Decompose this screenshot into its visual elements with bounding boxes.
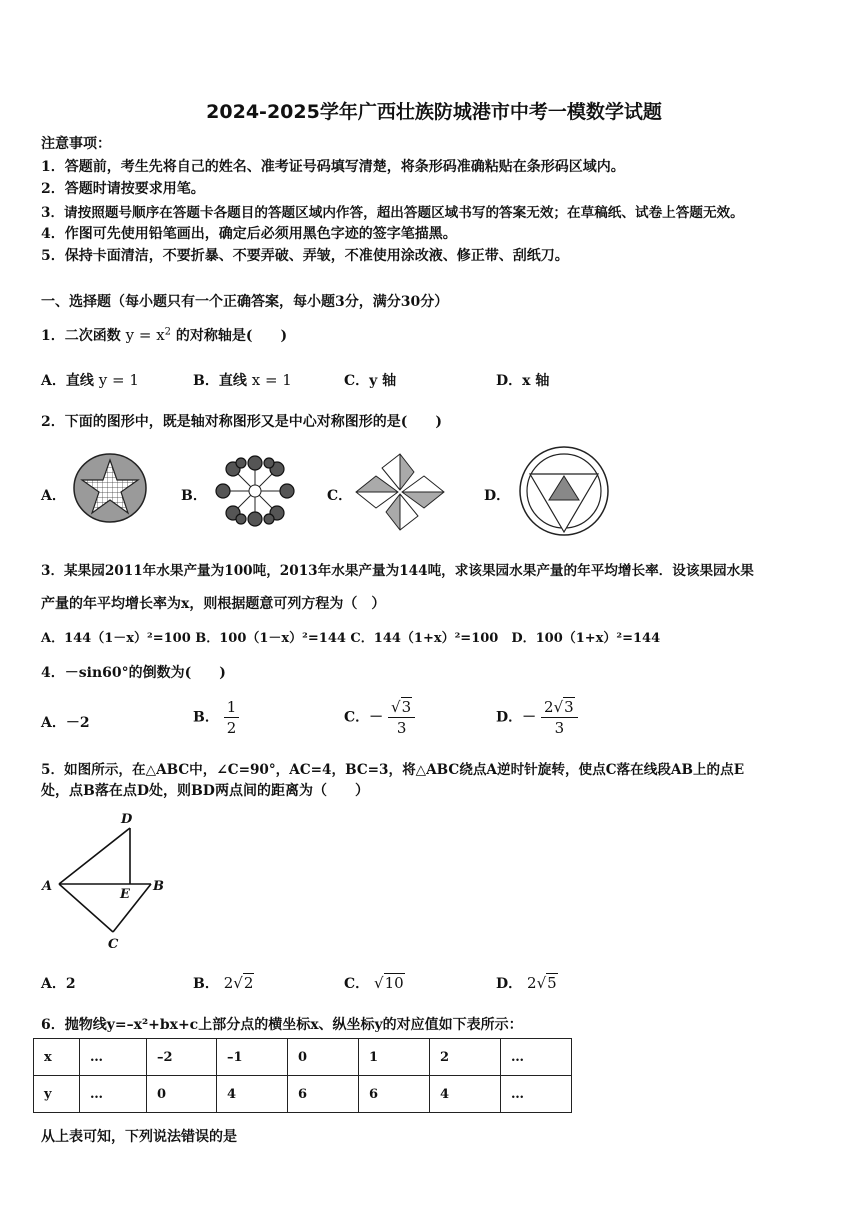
table-cell: 4	[430, 1076, 501, 1113]
radicand: 3	[401, 698, 412, 716]
q1-stem-pre: 1．二次函数	[41, 328, 121, 344]
table-cell: –1	[217, 1039, 288, 1076]
q1-stem-post: 的对称轴是( )	[175, 328, 288, 344]
fraction-denominator: 3	[554, 719, 565, 737]
notice-item: 1．答题前，考生先将自己的姓名、准考证号码填写清楚，将条形码准确粘贴在条形码区域内。	[41, 159, 625, 175]
table-cell: 4	[217, 1076, 288, 1113]
question-5-line1: 5．如图所示，在△ABC中，∠C=90°，AC=4，BC=3，将△ABC绕点A逆时针旋转，使点C落在线段AB上的点E	[41, 762, 745, 778]
q5-option-b-label: B．	[193, 976, 219, 992]
q1-option-d: D．x 轴	[496, 373, 550, 389]
q4-option-b-label: B．	[193, 709, 219, 726]
q2-label-d: D．	[484, 488, 511, 504]
radicand: 2	[243, 974, 254, 992]
table-cell: 0	[147, 1076, 217, 1113]
table-cell: …	[501, 1076, 572, 1113]
point-label: B	[153, 879, 164, 894]
q4-option-b-fraction	[224, 697, 240, 738]
q4-option-c-fraction	[388, 697, 415, 738]
q2-label-c: C．	[327, 488, 353, 504]
table-cell: 1	[359, 1039, 430, 1076]
radicand: 3	[564, 698, 574, 716]
question-1-stem	[41, 325, 287, 345]
radicand: 10	[384, 974, 404, 992]
section-heading: 一、选择题（每小题只有一个正确答案，每小题3分，满分30分）	[41, 294, 449, 310]
value-table	[33, 1038, 572, 1113]
q1-option-c: C．y 轴	[344, 373, 397, 389]
q4-option-c-label: C．－	[344, 709, 384, 726]
notice-item: 2．答题时请按要求用笔。	[41, 181, 205, 197]
q5-option-a: A．2	[41, 976, 76, 992]
notice-item: 5．保持卡面清洁，不要折暴、不要弄破、弄皱，不准使用涂改液、修正带、刮纸刀。	[41, 248, 569, 264]
fraction-numerator: 2√3	[541, 697, 578, 718]
table-cell: …	[80, 1039, 147, 1076]
question-3-line2: 产量的年平均增长率为x，则根据题意可列方程为（ ）	[41, 596, 386, 612]
q4-option-a: A．－2	[41, 715, 90, 731]
point-label: A	[42, 879, 53, 894]
q4-option-c	[344, 697, 415, 738]
point-label: E	[120, 887, 130, 902]
fraction-numerator: 1	[224, 697, 240, 718]
page-title: 2024-2025学年广西壮族防城港市中考一模数学试题	[206, 101, 662, 123]
point-label: D	[121, 812, 133, 827]
flower-circles-figure	[213, 455, 297, 527]
table-cell: 0	[288, 1039, 359, 1076]
table-cell: 6	[288, 1076, 359, 1113]
triangle-circle-figure	[517, 446, 611, 536]
triangle-rotation-figure	[36, 806, 176, 956]
q1-option-b-label: B．直线	[193, 373, 247, 389]
fraction-numerator: √3	[388, 697, 415, 718]
q5-option-d: D． 2√5	[496, 974, 557, 992]
question-6-followup: 从上表可知，下列说法错误的是	[41, 1129, 237, 1145]
q4-option-d	[496, 697, 578, 738]
table-cell: –2	[147, 1039, 217, 1076]
fraction-denominator: 2	[226, 719, 237, 737]
star-circle-figure	[72, 452, 150, 524]
notice-item: 3．请按照题号顺序在答题卡各题目的答题区域内作答，超出答题区域书写的答案无效；在草稿纸、试卷上答题无效。	[41, 205, 744, 221]
q4-option-b	[193, 697, 239, 738]
table-row	[34, 1076, 572, 1113]
q2-label-b: B．	[181, 488, 207, 504]
q1-exponent: 2	[164, 326, 172, 338]
notice-item: 4．作图可先使用铅笔画出，确定后必须用黑色字迹的签字笔描黑。	[41, 226, 457, 242]
q1-option-a-label: A．直线	[41, 373, 94, 389]
question-3-line1: 3．某果园2011年水果产量为100吨，2013年水果产量为144吨，求该果园水果产量的年平均增长率．设该果园水果	[41, 563, 754, 579]
table-cell: 6	[359, 1076, 430, 1113]
q1-option-b-formula: x = 1	[251, 371, 292, 389]
fraction-denominator: 3	[396, 719, 407, 737]
table-cell: …	[501, 1039, 572, 1076]
table-cell: …	[80, 1076, 147, 1113]
question-4-stem: 4．－sin60°的倒数为( )	[41, 665, 226, 681]
point-label: C	[108, 937, 119, 952]
question-5-line2: 处，点B落在点D处，则BD两点间的距离为（ ）	[41, 783, 369, 799]
q4-option-d-label: D．－	[496, 709, 537, 726]
q3-options: A．144（1－x）²=100 B．100（1－x）²=144 C．144（1+x）²=100 D．100（1+x）²=144	[41, 631, 661, 646]
table-cell: 2	[430, 1039, 501, 1076]
question-6-stem: 6．抛物线y=–x²+bx+c上部分点的横坐标x、纵坐标y的对应值如下表所示：	[41, 1017, 523, 1033]
q5-option-b: B． 2√2	[193, 974, 254, 992]
q1-formula: y = x	[125, 326, 165, 344]
radicand: 5	[547, 974, 557, 992]
coefficient: 2	[527, 974, 537, 992]
question-2-stem: 2．下面的图形中，既是轴对称图形又是中心对称图形的是( )	[41, 414, 442, 430]
q1-option-a	[41, 370, 139, 390]
q4-option-d-fraction	[541, 697, 578, 738]
q5-option-d-label: D．	[496, 976, 523, 992]
coefficient: 2	[544, 698, 554, 716]
q1-option-b	[193, 370, 292, 390]
q1-option-a-formula: y = 1	[98, 371, 139, 389]
q5-option-c: C． √10	[344, 974, 404, 992]
q2-label-a: A．	[41, 488, 66, 504]
q5-option-c-label: C．	[344, 976, 370, 992]
notice-heading: 注意事项：	[41, 136, 111, 152]
coefficient: 2	[223, 974, 234, 992]
table-cell: x	[34, 1039, 80, 1076]
table-cell: y	[34, 1076, 80, 1113]
pinwheel-figure	[352, 450, 448, 534]
table-row	[34, 1039, 572, 1076]
